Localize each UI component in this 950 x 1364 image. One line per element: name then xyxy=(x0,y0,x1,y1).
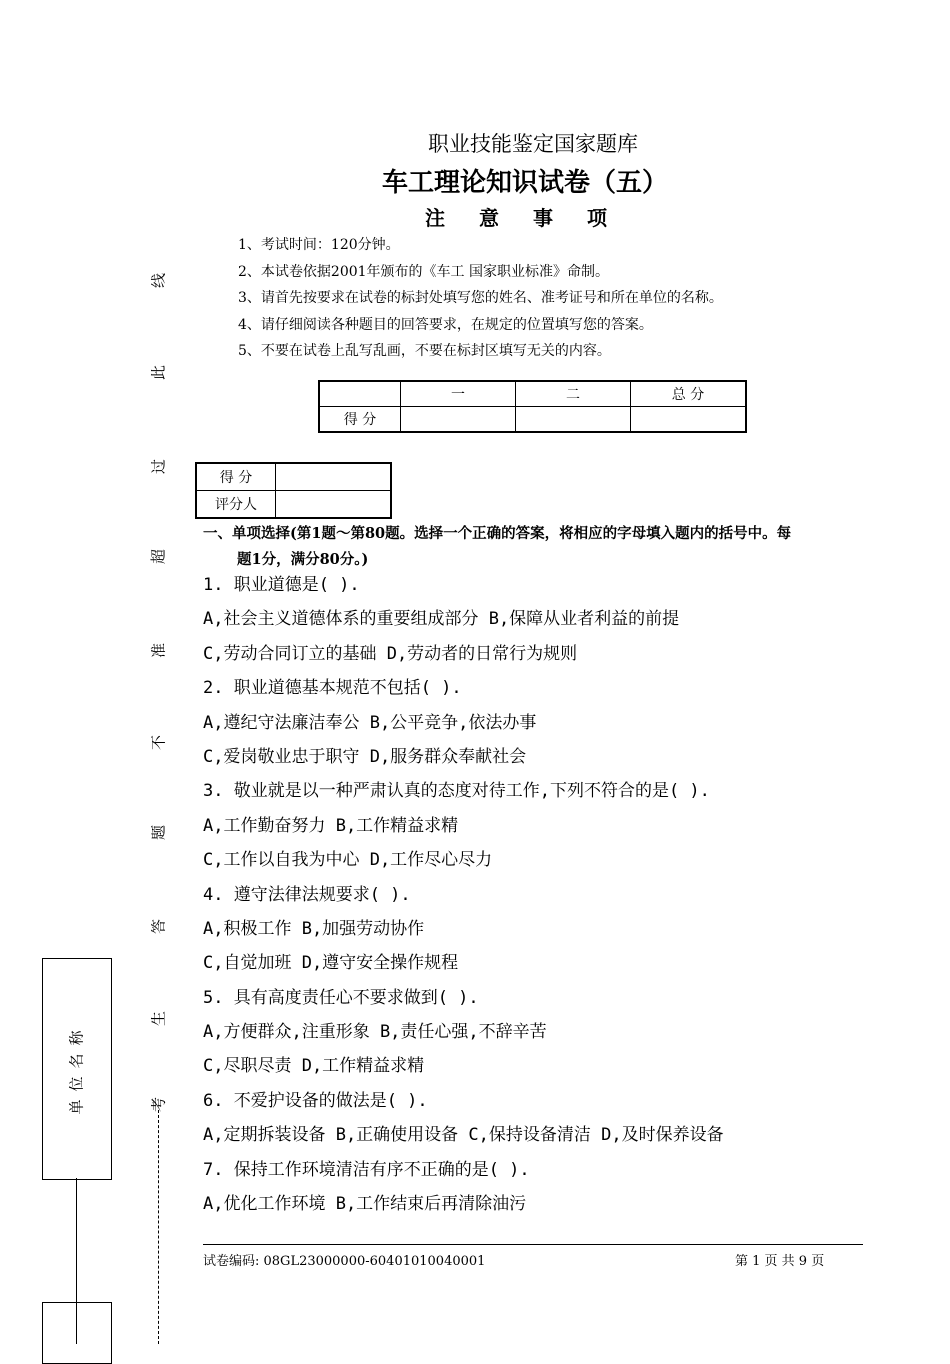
notice-item: 4、请仔细阅读各种题目的回答要求，在规定的位置填写您的答案。 xyxy=(238,316,653,333)
section-heading-line: 题1分，满分80分。) xyxy=(237,551,369,568)
question-line: C,劳动合同订立的基础 D,劳动者的日常行为规则 xyxy=(203,643,578,664)
question-line: A,遵纪守法廉洁奉公 B,公平竞争,依法办事 xyxy=(203,712,537,733)
score-table-header-row xyxy=(319,381,746,407)
seal-char: 过 xyxy=(149,459,168,475)
question-line: A,优化工作环境 B,工作结束后再清除油污 xyxy=(203,1194,527,1215)
notice-item: 1、考试时间：120分钟。 xyxy=(238,237,400,253)
question-line: C,自觉加班 D,遵守安全操作规程 xyxy=(203,953,459,974)
question-line: C,爱岗敬业忠于职守 D,服务群众奉献社会 xyxy=(203,746,527,767)
seal-char: 不 xyxy=(149,735,168,751)
seal-char: 此 xyxy=(149,365,168,381)
question-line: 3. 敬业就是以一种严肃认真的态度对待工作,下列不符合的是( ). xyxy=(203,781,710,802)
question-line: 7. 保持工作环境清洁有序不正确的是( ). xyxy=(203,1159,530,1180)
paper-code: 试卷编码: 08GL23000000-60401010040001 xyxy=(203,1254,486,1269)
score-cell-total[interactable] xyxy=(631,407,747,433)
question-line: 4. 遵守法律法规要求( ). xyxy=(203,884,411,905)
notice-item: 5、不要在试卷上乱写乱画，不要在标封区填写无关的内容。 xyxy=(238,343,611,359)
score-table-row xyxy=(319,407,746,433)
score-table-header-cell: 一 xyxy=(401,381,516,407)
seal-char: 答 xyxy=(149,919,168,935)
notice-item: 2、本试卷依据2001年颁布的《车工 国家职业标准》命制。 xyxy=(238,263,609,280)
exam-paper-title: 车工理论知识试卷（五） xyxy=(381,168,668,198)
grader-name-label: 评分人 xyxy=(196,491,276,519)
seal-char: 线 xyxy=(149,273,168,289)
question-line: A,方便群众,注重形象 B,责任心强,不辞辛苦 xyxy=(203,1022,547,1043)
question-line: 6. 不爱护设备的做法是( ). xyxy=(203,1090,428,1111)
score-table-header-cell xyxy=(319,381,401,407)
seal-char: 考 xyxy=(149,1097,168,1113)
score-summary-table xyxy=(318,380,747,433)
question-line: A,社会主义道德体系的重要组成部分 B,保障从业者利益的前提 xyxy=(203,609,680,630)
question-line: A,积极工作 B,加强劳动协作 xyxy=(203,918,425,939)
grader-score-cell[interactable] xyxy=(276,463,392,491)
notice-heading: 注意事项 xyxy=(425,206,641,230)
candidate-info-box[interactable] xyxy=(42,1302,112,1364)
question-line: C,工作以自我为中心 D,工作尽心尽力 xyxy=(203,850,493,871)
question-line: C,尽职尽责 D,工作精益求精 xyxy=(203,1056,425,1077)
section-heading xyxy=(203,521,868,573)
seal-char: 准 xyxy=(149,643,168,659)
unit-name-label: 单位名称 xyxy=(67,1021,86,1115)
seal-char: 超 xyxy=(149,549,168,565)
score-table-header-cell: 总 分 xyxy=(631,381,747,407)
section-heading-line: 一、单项选择(第1题～第80题。选择一个正确的答案，将相应的字母填入题内的括号中。每 xyxy=(203,525,792,542)
grader-name-cell[interactable] xyxy=(276,491,392,519)
page-number: 第 1 页 共 9 页 xyxy=(735,1254,825,1269)
unit-name-label-wrap xyxy=(42,958,110,1178)
notice-list xyxy=(238,232,723,365)
score-cell-part2[interactable] xyxy=(516,407,631,433)
exam-bank-title: 职业技能鉴定国家题库 xyxy=(428,132,638,156)
seal-char: 生 xyxy=(149,1011,168,1027)
notice-item: 3、请首先按要求在试卷的标封处填写您的姓名、准考证号和所在单位的名称。 xyxy=(238,290,723,306)
grader-table xyxy=(195,462,392,519)
score-cell-part1[interactable] xyxy=(401,407,516,433)
score-row-label: 得 分 xyxy=(319,407,401,433)
score-table-header-cell: 二 xyxy=(516,381,631,407)
seal-dashed-line xyxy=(158,1110,159,1344)
grader-score-label: 得 分 xyxy=(196,463,276,491)
footer-divider xyxy=(203,1244,863,1245)
question-list xyxy=(203,569,724,1222)
seal-char: 题 xyxy=(149,825,168,841)
question-line: A,定期拆装设备 B,正确使用设备 C,保持设备清洁 D,及时保养设备 xyxy=(203,1125,724,1146)
question-line: 1. 职业道德是( ). xyxy=(203,575,360,595)
question-line: 5. 具有高度责任心不要求做到( ). xyxy=(203,987,479,1008)
question-line: 2. 职业道德基本规范不包括( ). xyxy=(203,678,462,699)
question-line: A,工作勤奋努力 B,工作精益求精 xyxy=(203,815,459,836)
